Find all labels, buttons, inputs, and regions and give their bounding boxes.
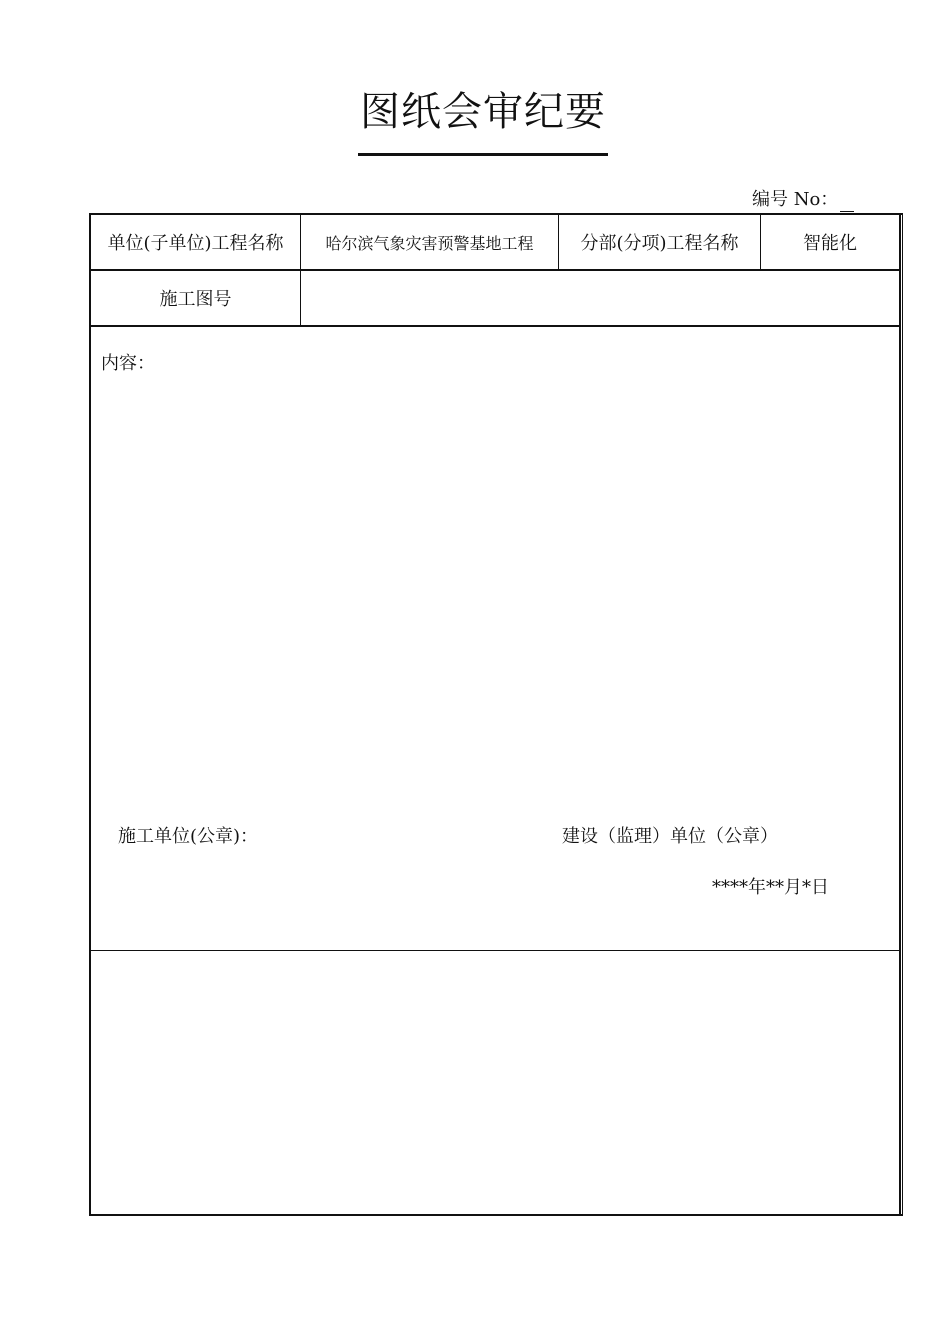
title-underline <box>358 153 608 156</box>
table-border-bottom <box>89 1214 902 1216</box>
drawing-no-label: 施工图号 <box>159 289 232 310</box>
table-border-right-outer <box>902 213 903 1216</box>
table-border-right <box>899 213 901 1216</box>
client-supervisor-seal-label: 建设（监理）单位（公章） <box>562 826 778 847</box>
unit-project-value[interactable]: 哈尔滨气象灾害预警基地工程 <box>325 233 534 253</box>
serial-number <box>752 188 854 212</box>
document-title: 图纸会审纪要 <box>360 89 606 135</box>
serial-label: 编号 No： <box>752 189 839 210</box>
bottom-blank-section[interactable] <box>91 952 899 1214</box>
content-label: 内容： <box>101 353 155 374</box>
sub-project-label: 分部(分项)工程名称 <box>580 233 739 254</box>
row-divider-2 <box>89 325 901 327</box>
drawing-no-value[interactable] <box>301 271 899 325</box>
sub-project-value[interactable]: 智能化 <box>803 233 857 254</box>
construction-unit-seal-label: 施工单位(公章)： <box>118 826 259 847</box>
unit-project-label: 单位(子单位)工程名称 <box>107 233 284 254</box>
serial-blank-field[interactable] <box>840 193 854 212</box>
row-divider-3 <box>89 950 901 951</box>
sign-date: ****年**月*日 <box>712 877 829 898</box>
